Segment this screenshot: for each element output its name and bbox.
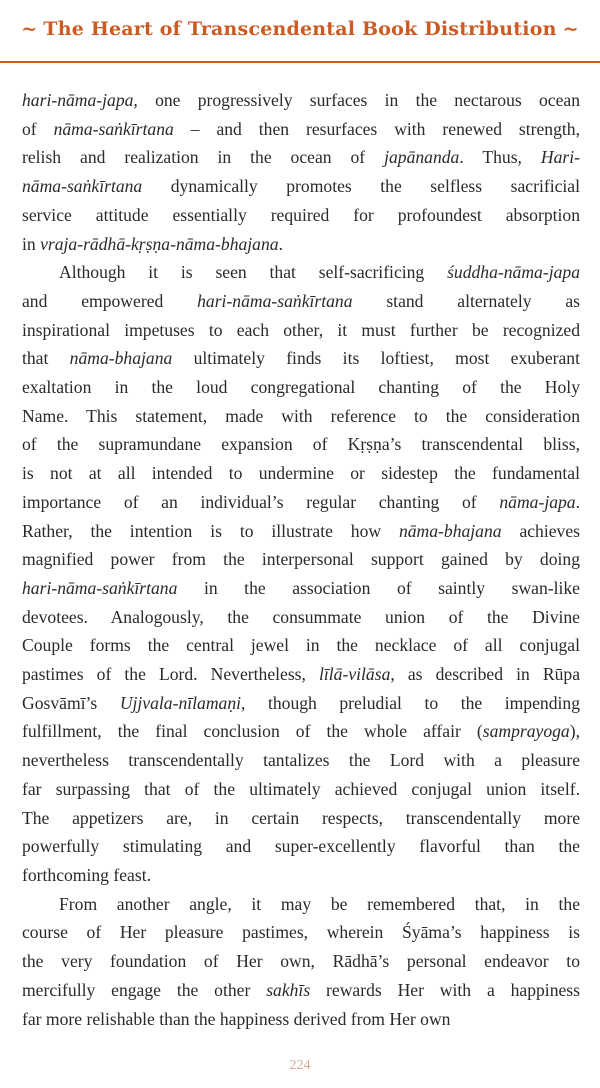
paragraph [22, 86, 580, 258]
text-line [22, 775, 580, 804]
text-line [22, 402, 580, 431]
text-run: the very foundation of Her own, Rādhā’s personal endeavor to [22, 951, 580, 972]
italic-term: nāma-bhajana [398, 520, 502, 541]
text-run: Rather, the intention is to illustrate how [22, 520, 399, 541]
text-line [22, 172, 580, 201]
text-run: achieves [501, 520, 581, 541]
text-run: exaltation in the loud congregational chanting of the Holy [22, 377, 580, 398]
paragraph [22, 890, 580, 1034]
italic-term: līlā-vilāsa [319, 664, 391, 685]
text-line [22, 488, 580, 517]
text-run: . [575, 491, 580, 512]
italic-term: Ujjvala-nīlamaṇi [119, 692, 242, 713]
header-ornament-left: ~ [21, 18, 38, 40]
text-line [22, 1005, 580, 1034]
text-run: far more relishable than the happiness derived from Her own [22, 1008, 451, 1029]
text-run: importance of an individual’s regular chanting of [22, 491, 500, 512]
text-line [22, 201, 580, 230]
text-line [22, 316, 580, 345]
text-line [22, 660, 580, 689]
text-run: rewards Her with a happiness [310, 979, 580, 1000]
header-rule [0, 61, 600, 63]
text-run: far surpassing that of the ultimately achieved conjugal union itself. [22, 778, 580, 799]
text-line [22, 373, 580, 402]
text-line [22, 918, 580, 947]
italic-term: vraja-rādhā-kṛṣṇa-nāma-bhajana [40, 233, 279, 254]
text-run: and empowered [22, 290, 198, 311]
text-line [22, 804, 580, 833]
text-run: ultimately finds its loftiest, most exuberant [172, 348, 580, 369]
text-run: Gosvāmī’s [22, 692, 120, 713]
text-run: ), [569, 721, 580, 742]
text-run: is not at all intended to undermine or sidestep the fundamental [22, 463, 580, 484]
text-line [22, 717, 580, 746]
text-run: The appetizers are, in certain respects, transcendentally more [22, 807, 580, 828]
text-line [22, 143, 580, 172]
text-line [22, 517, 580, 546]
text-run: Although it is seen that self-sacrificing [59, 262, 448, 283]
running-header [0, 18, 600, 40]
text-run: service attitude essentially required for profoundest absorption [22, 204, 580, 225]
text-run: powerfully stimulating and super-excellently flavorful than the [22, 836, 580, 857]
body-text [22, 86, 580, 1033]
text-run: , one progressively surfaces in the nectarous ocean [133, 90, 580, 110]
text-run: , though preludial to the impending [241, 692, 580, 713]
italic-term: nāma-saṅkīrtana [22, 176, 143, 197]
page-number: 224 [289, 1058, 311, 1073]
italic-term: hari-nāma-saṅkīrtana [22, 577, 178, 598]
text-line [22, 603, 580, 632]
text-run: dynamically promotes the selfless sacrificial [142, 176, 580, 197]
text-run: relish and realization in the ocean of [22, 147, 385, 168]
text-line [22, 258, 580, 287]
text-line [22, 230, 580, 259]
italic-term: hari-nāma-saṅkīrtana [197, 290, 353, 311]
italic-term: Hari- [540, 147, 580, 168]
text-line [22, 976, 580, 1005]
text-line [22, 861, 580, 890]
text-line [22, 545, 580, 574]
text-line [22, 574, 580, 603]
italic-term: japānanda [384, 147, 460, 168]
italic-term: śuddha-nāma-japa [447, 262, 580, 283]
italic-term: nāma-bhajana [69, 348, 173, 369]
text-run: forthcoming feast. [22, 864, 151, 885]
text-run: of [22, 118, 54, 139]
text-run: in the association of saintly swan-like [177, 577, 580, 598]
text-line [22, 430, 580, 459]
text-line [22, 86, 580, 115]
italic-term: sakhīs [266, 979, 311, 1000]
header-ornament-right: ~ [562, 18, 579, 40]
text-line [22, 631, 580, 660]
italic-term: samprayoga [482, 721, 570, 742]
italic-term: nāma-japa [499, 491, 576, 512]
text-line [22, 689, 580, 718]
text-line [22, 890, 580, 919]
text-run: stand alternately as [352, 290, 580, 311]
text-line [22, 287, 580, 316]
text-run: . [278, 233, 283, 254]
text-run: . Thus, [459, 147, 541, 168]
text-run: devotees. Analogously, the consummate union of the Divine [22, 606, 580, 627]
text-line [22, 344, 580, 373]
italic-term: nāma-saṅkīrtana [53, 118, 174, 139]
text-run: course of Her pleasure pastimes, wherein Śyāma’s happiness is [22, 922, 580, 943]
text-line [22, 746, 580, 775]
text-line [22, 115, 580, 144]
text-line [22, 832, 580, 861]
text-run: Name. This statement, made with reference to the consideration [22, 405, 580, 426]
text-run: magnified power from the interpersonal support gained by doing [22, 549, 580, 570]
text-run: mercifully engage the other [22, 979, 267, 1000]
text-run: that [22, 348, 70, 369]
text-run: of the supramundane expansion of Kṛṣṇa’s transcendental bliss, [22, 434, 580, 455]
text-line [22, 459, 580, 488]
text-run: From another angle, it may be remembered that, in the [59, 893, 580, 914]
text-run: , as described in Rūpa [390, 664, 580, 685]
paragraph [22, 258, 580, 889]
header-title: The Heart of Transcendental Book Distribution [43, 18, 557, 40]
italic-term: hari-nāma-japa [22, 90, 134, 110]
text-run: nevertheless transcendentally tantalizes the Lord with a pleasure [22, 750, 580, 771]
text-run: inspirational impetuses to each other, it must further be recognized [22, 319, 580, 340]
text-run: – and then resurfaces with renewed strength, [173, 118, 580, 139]
text-run: Couple forms the central jewel in the necklace of all conjugal [22, 635, 580, 656]
text-run: fulfillment, the final conclusion of the whole affair ( [22, 721, 483, 742]
text-run: pastimes of the Lord. Nevertheless, [22, 664, 320, 685]
text-line [22, 947, 580, 976]
text-run: in [22, 233, 41, 254]
